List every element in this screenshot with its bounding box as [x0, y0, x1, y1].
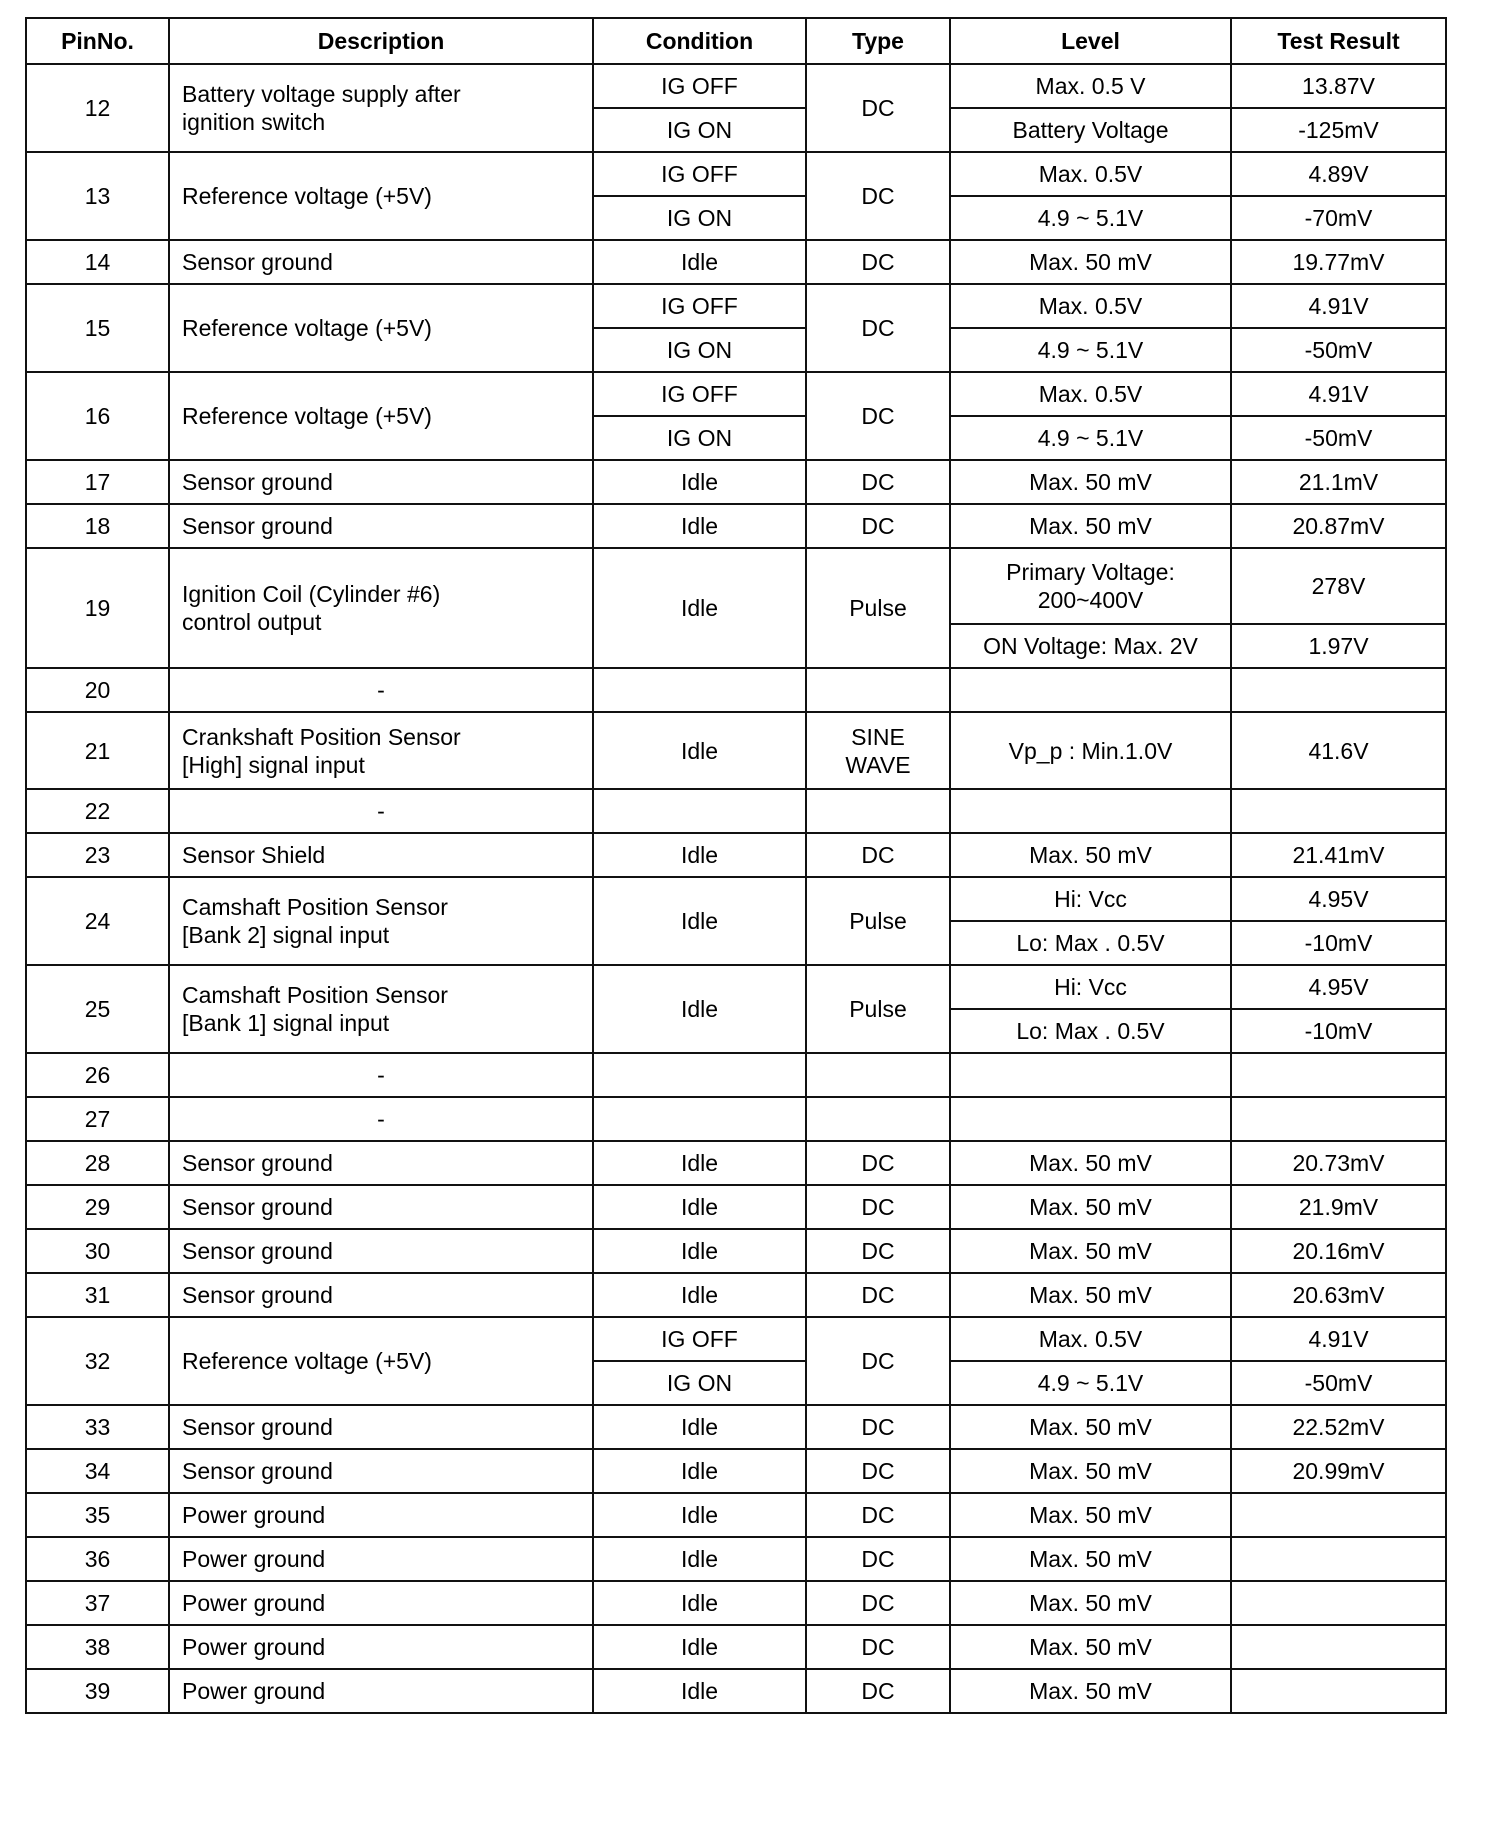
test-result [1231, 1669, 1446, 1713]
level [950, 668, 1231, 712]
level: Max. 50 mV [950, 1581, 1231, 1625]
table-row [26, 1185, 1446, 1229]
description: Sensor ground [169, 240, 593, 284]
level: Max. 50 mV [950, 240, 1231, 284]
condition: Idle [593, 712, 806, 789]
test-result: -10mV [1231, 921, 1446, 965]
description: Camshaft Position Sensor [Bank 1] signal input [169, 965, 593, 1053]
type: DC [806, 1317, 950, 1405]
header-description: Description [169, 18, 593, 64]
level [950, 1097, 1231, 1141]
test-result: 4.95V [1231, 877, 1446, 921]
level: Max. 50 mV [950, 1185, 1231, 1229]
pin-number: 35 [26, 1493, 169, 1537]
test-result: 13.87V [1231, 64, 1446, 108]
table-row [26, 1449, 1446, 1493]
level: 4.9 ~ 5.1V [950, 328, 1231, 372]
level: Battery Voltage [950, 108, 1231, 152]
pin-number: 16 [26, 372, 169, 460]
condition: Idle [593, 1449, 806, 1493]
level: Lo: Max . 0.5V [950, 921, 1231, 965]
test-result: 20.63mV [1231, 1273, 1446, 1317]
header-condition: Condition [593, 18, 806, 64]
pin-number: 19 [26, 548, 169, 668]
level: Hi: Vcc [950, 965, 1231, 1009]
test-result: 4.91V [1231, 284, 1446, 328]
table-row [26, 64, 1446, 108]
test-result: -125mV [1231, 108, 1446, 152]
description: Sensor ground [169, 1273, 593, 1317]
condition: Idle [593, 240, 806, 284]
pin-number: 27 [26, 1097, 169, 1141]
condition: IG ON [593, 416, 806, 460]
condition: IG ON [593, 328, 806, 372]
type: DC [806, 833, 950, 877]
type: Pulse [806, 877, 950, 965]
condition: IG OFF [593, 1317, 806, 1361]
type: DC [806, 1141, 950, 1185]
description: Camshaft Position Sensor [Bank 2] signal input [169, 877, 593, 965]
table-row [26, 1581, 1446, 1625]
pin-number: 36 [26, 1537, 169, 1581]
condition: Idle [593, 1581, 806, 1625]
table-row [26, 460, 1446, 504]
test-result: -10mV [1231, 1009, 1446, 1053]
test-result: 21.9mV [1231, 1185, 1446, 1229]
test-result [1231, 1493, 1446, 1537]
level: Max. 50 mV [950, 1625, 1231, 1669]
condition: IG ON [593, 108, 806, 152]
table-row [26, 1537, 1446, 1581]
pin-test-table [25, 17, 1447, 1714]
table-row [26, 240, 1446, 284]
condition: Idle [593, 1273, 806, 1317]
table-row [26, 548, 1446, 624]
condition: Idle [593, 1669, 806, 1713]
test-result: 22.52mV [1231, 1405, 1446, 1449]
pin-number: 37 [26, 1581, 169, 1625]
test-result [1231, 1053, 1446, 1097]
table-row [26, 284, 1446, 328]
level [950, 1053, 1231, 1097]
pin-number: 21 [26, 712, 169, 789]
table-row [26, 1317, 1446, 1361]
table-row [26, 789, 1446, 833]
description: Power ground [169, 1537, 593, 1581]
type: SINE WAVE [806, 712, 950, 789]
description: Battery voltage supply after ignition switch [169, 64, 593, 152]
type: DC [806, 1493, 950, 1537]
type: DC [806, 1625, 950, 1669]
condition: Idle [593, 1493, 806, 1537]
type: DC [806, 1405, 950, 1449]
type: DC [806, 1581, 950, 1625]
description: - [169, 1097, 593, 1141]
level: 4.9 ~ 5.1V [950, 416, 1231, 460]
description: Reference voltage (+5V) [169, 284, 593, 372]
test-result: 21.1mV [1231, 460, 1446, 504]
table-row [26, 668, 1446, 712]
description: - [169, 1053, 593, 1097]
pin-number: 13 [26, 152, 169, 240]
type: DC [806, 64, 950, 152]
description: Sensor Shield [169, 833, 593, 877]
test-result: 278V [1231, 548, 1446, 624]
pin-number: 39 [26, 1669, 169, 1713]
table-row [26, 1141, 1446, 1185]
pin-number: 17 [26, 460, 169, 504]
description: Ignition Coil (Cylinder #6) control output [169, 548, 593, 668]
pin-number: 18 [26, 504, 169, 548]
type: Pulse [806, 548, 950, 668]
header-pin: PinNo. [26, 18, 169, 64]
type [806, 1097, 950, 1141]
description: Sensor ground [169, 504, 593, 548]
condition: Idle [593, 965, 806, 1053]
type: DC [806, 460, 950, 504]
description: - [169, 668, 593, 712]
pin-number: 20 [26, 668, 169, 712]
condition [593, 1097, 806, 1141]
condition: IG OFF [593, 372, 806, 416]
header-row [26, 18, 1446, 64]
pin-number: 12 [26, 64, 169, 152]
level: Hi: Vcc [950, 877, 1231, 921]
type: DC [806, 504, 950, 548]
table-row [26, 965, 1446, 1009]
description: Reference voltage (+5V) [169, 372, 593, 460]
level: Primary Voltage: 200~400V [950, 548, 1231, 624]
table-row [26, 877, 1446, 921]
description: Power ground [169, 1581, 593, 1625]
type: DC [806, 152, 950, 240]
level: 4.9 ~ 5.1V [950, 1361, 1231, 1405]
type: DC [806, 1185, 950, 1229]
level: Max. 0.5 V [950, 64, 1231, 108]
condition: Idle [593, 1625, 806, 1669]
test-result: 21.41mV [1231, 833, 1446, 877]
level: ON Voltage: Max. 2V [950, 624, 1231, 668]
level: Max. 50 mV [950, 1669, 1231, 1713]
pin-number: 29 [26, 1185, 169, 1229]
description: Reference voltage (+5V) [169, 152, 593, 240]
level: Max. 50 mV [950, 1537, 1231, 1581]
table-row [26, 1053, 1446, 1097]
table-row [26, 1625, 1446, 1669]
level: Max. 0.5V [950, 372, 1231, 416]
test-result [1231, 1625, 1446, 1669]
condition: Idle [593, 1185, 806, 1229]
test-result: 20.73mV [1231, 1141, 1446, 1185]
type: DC [806, 1229, 950, 1273]
table-row [26, 1493, 1446, 1537]
condition [593, 668, 806, 712]
type: DC [806, 1669, 950, 1713]
test-result: -50mV [1231, 416, 1446, 460]
test-result: -50mV [1231, 1361, 1446, 1405]
condition: Idle [593, 1405, 806, 1449]
pin-number: 31 [26, 1273, 169, 1317]
test-result [1231, 1097, 1446, 1141]
level: Max. 0.5V [950, 1317, 1231, 1361]
description: Power ground [169, 1669, 593, 1713]
pin-number: 25 [26, 965, 169, 1053]
type: DC [806, 1273, 950, 1317]
table-row [26, 372, 1446, 416]
description: Power ground [169, 1625, 593, 1669]
pin-number: 32 [26, 1317, 169, 1405]
test-result [1231, 1537, 1446, 1581]
level: Max. 50 mV [950, 1493, 1231, 1537]
condition: Idle [593, 504, 806, 548]
type: DC [806, 372, 950, 460]
test-result: 4.89V [1231, 152, 1446, 196]
test-result: 20.16mV [1231, 1229, 1446, 1273]
table-row [26, 712, 1446, 789]
test-result: 41.6V [1231, 712, 1446, 789]
level: Max. 0.5V [950, 284, 1231, 328]
test-result: -50mV [1231, 328, 1446, 372]
level: Max. 50 mV [950, 1229, 1231, 1273]
type: DC [806, 1537, 950, 1581]
level: Max. 0.5V [950, 152, 1231, 196]
level: Max. 50 mV [950, 460, 1231, 504]
table-row [26, 1229, 1446, 1273]
description: Sensor ground [169, 1229, 593, 1273]
test-result [1231, 668, 1446, 712]
level: 4.9 ~ 5.1V [950, 196, 1231, 240]
table-row [26, 1405, 1446, 1449]
condition: Idle [593, 1229, 806, 1273]
pin-number: 15 [26, 284, 169, 372]
description: Reference voltage (+5V) [169, 1317, 593, 1405]
level: Max. 50 mV [950, 1449, 1231, 1493]
pin-number: 22 [26, 789, 169, 833]
condition: IG OFF [593, 284, 806, 328]
pin-number: 30 [26, 1229, 169, 1273]
condition: IG OFF [593, 64, 806, 108]
type: DC [806, 1449, 950, 1493]
type [806, 1053, 950, 1097]
level: Max. 50 mV [950, 1273, 1231, 1317]
table-row [26, 504, 1446, 548]
condition: IG OFF [593, 152, 806, 196]
description: Power ground [169, 1493, 593, 1537]
test-result: 19.77mV [1231, 240, 1446, 284]
table-row [26, 1097, 1446, 1141]
table-row [26, 1273, 1446, 1317]
test-result: 20.87mV [1231, 504, 1446, 548]
condition [593, 1053, 806, 1097]
level: Max. 50 mV [950, 833, 1231, 877]
pin-number: 14 [26, 240, 169, 284]
level: Max. 50 mV [950, 1141, 1231, 1185]
condition: Idle [593, 833, 806, 877]
description: Sensor ground [169, 1405, 593, 1449]
level: Max. 50 mV [950, 504, 1231, 548]
description: Sensor ground [169, 460, 593, 504]
description: Crankshaft Position Sensor [High] signal input [169, 712, 593, 789]
pin-number: 34 [26, 1449, 169, 1493]
type [806, 789, 950, 833]
test-result: 1.97V [1231, 624, 1446, 668]
level: Max. 50 mV [950, 1405, 1231, 1449]
level: Lo: Max . 0.5V [950, 1009, 1231, 1053]
condition: Idle [593, 548, 806, 668]
pin-number: 38 [26, 1625, 169, 1669]
description: Sensor ground [169, 1185, 593, 1229]
header-test-result: Test Result [1231, 18, 1446, 64]
table-row [26, 152, 1446, 196]
description: Sensor ground [169, 1141, 593, 1185]
condition: Idle [593, 1141, 806, 1185]
test-result: 4.95V [1231, 965, 1446, 1009]
pin-number: 26 [26, 1053, 169, 1097]
test-result: 4.91V [1231, 1317, 1446, 1361]
condition [593, 789, 806, 833]
header-level: Level [950, 18, 1231, 64]
type [806, 668, 950, 712]
condition: IG ON [593, 1361, 806, 1405]
level: Vp_p : Min.1.0V [950, 712, 1231, 789]
test-result: 20.99mV [1231, 1449, 1446, 1493]
table-row [26, 1669, 1446, 1713]
test-result: -70mV [1231, 196, 1446, 240]
type: Pulse [806, 965, 950, 1053]
test-result [1231, 789, 1446, 833]
pin-number: 23 [26, 833, 169, 877]
table-row [26, 833, 1446, 877]
test-result: 4.91V [1231, 372, 1446, 416]
pin-number: 24 [26, 877, 169, 965]
level [950, 789, 1231, 833]
condition: Idle [593, 877, 806, 965]
pin-number: 28 [26, 1141, 169, 1185]
description: - [169, 789, 593, 833]
description: Sensor ground [169, 1449, 593, 1493]
type: DC [806, 240, 950, 284]
condition: Idle [593, 460, 806, 504]
condition: Idle [593, 1537, 806, 1581]
header-type: Type [806, 18, 950, 64]
type: DC [806, 284, 950, 372]
pin-number: 33 [26, 1405, 169, 1449]
test-result [1231, 1581, 1446, 1625]
condition: IG ON [593, 196, 806, 240]
